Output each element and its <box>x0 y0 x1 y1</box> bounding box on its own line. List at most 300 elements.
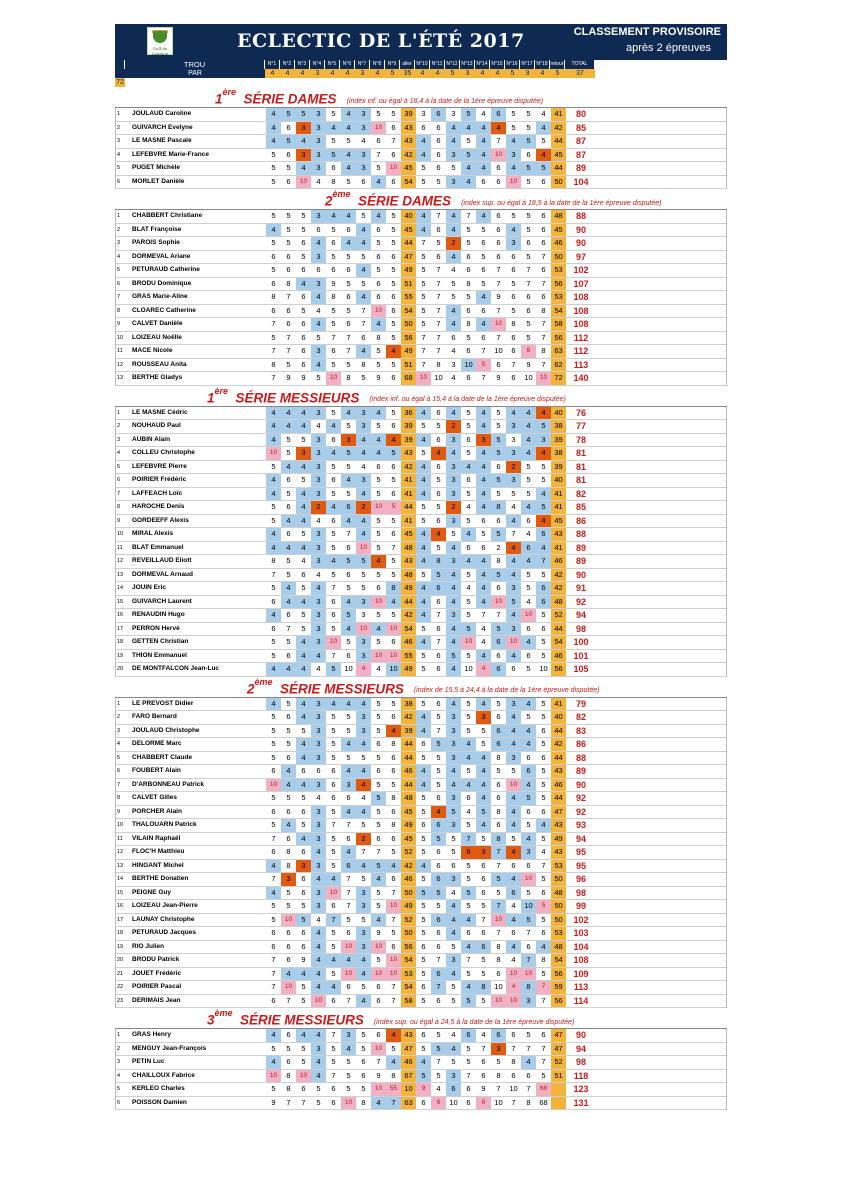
hole-score: 8 <box>511 319 516 328</box>
hole-score: 5 <box>271 176 276 186</box>
player-name: PETURAUD Jacques <box>132 929 196 936</box>
hole-score: 2 <box>446 420 461 433</box>
hole-score: 5 <box>526 224 531 234</box>
par-cell: 4 <box>535 69 550 78</box>
hole-score: 4 <box>416 528 431 541</box>
retour-total: 50 <box>551 900 566 913</box>
hole-score: 3 <box>311 542 326 555</box>
hole-score: 4 <box>446 779 461 792</box>
hole-score: 6 <box>466 1097 471 1107</box>
hole-score: 10 <box>371 501 386 514</box>
hole-score: 4 <box>341 474 356 487</box>
hole-score: 4 <box>416 609 431 622</box>
hole-score: 7 <box>331 583 336 592</box>
hole-score: 4 <box>476 447 491 460</box>
hole-score: 4 <box>341 210 356 223</box>
rank-cell: 4 <box>117 253 121 260</box>
hole-score: 5 <box>526 251 531 261</box>
hole-score: 5 <box>331 305 336 315</box>
aller-total: 36 <box>401 407 416 420</box>
hole-score: 6 <box>271 278 276 288</box>
hole-score: 4 <box>476 488 491 501</box>
hole-score: 4 <box>371 210 386 223</box>
retour-total: 41 <box>551 108 566 121</box>
hole-score: 3 <box>356 122 371 135</box>
hole-header-cell: N°13 <box>460 60 475 69</box>
hole-score: 7 <box>391 995 396 1005</box>
hole-score: 5 <box>391 475 396 484</box>
retour-total: 54 <box>551 954 566 967</box>
final-total: 102 <box>573 265 589 275</box>
hole-score: 7 <box>271 569 276 579</box>
final-total: 96 <box>575 874 586 884</box>
hole-score: 5 <box>496 488 501 498</box>
hole-score: 5 <box>346 359 351 369</box>
hole-score: 5 <box>271 211 276 220</box>
hole-score: 5 <box>286 901 291 910</box>
hole-score: 4 <box>266 1029 281 1042</box>
retour-total: 56 <box>551 995 566 1008</box>
hole-score: 5 <box>346 712 351 721</box>
hole-score: 3 <box>311 1043 326 1056</box>
hole-score: 5 <box>466 860 471 870</box>
player-row <box>116 698 726 712</box>
hole-score: 3 <box>356 711 371 724</box>
retour-total: 40 <box>551 407 566 420</box>
hole-score: 5 <box>341 555 356 568</box>
aller-total: 40 <box>401 210 416 223</box>
player-row <box>116 264 726 278</box>
hole-score: 6 <box>481 238 486 247</box>
hole-score: 6 <box>431 873 446 886</box>
player-name: LAFFEACH Loïc <box>132 489 183 497</box>
hole-score: 3 <box>311 779 326 792</box>
hole-score: 4 <box>281 663 296 676</box>
hole-score: 5 <box>316 1084 321 1093</box>
hole-score: 8 <box>496 806 501 816</box>
hole-score: 3 <box>281 873 296 886</box>
par-cell: 3 <box>310 69 325 78</box>
final-total: 89 <box>575 556 586 566</box>
hole-score: 6 <box>496 224 501 234</box>
hole-score: 10 <box>326 636 341 649</box>
hole-score: 6 <box>346 928 351 937</box>
rank-cell: 19 <box>117 943 124 950</box>
hole-score: 5 <box>511 109 516 118</box>
hole-score: 5 <box>541 712 546 721</box>
hole-score: 4 <box>451 265 456 274</box>
hole-score: 7 <box>271 955 276 964</box>
hole-score: 6 <box>346 292 351 301</box>
hole-score: 7 <box>326 914 341 927</box>
rank-cell: 2 <box>117 1045 121 1052</box>
hole-score: 5 <box>286 556 291 565</box>
hole-score: 5 <box>481 955 486 964</box>
hole-score: 4 <box>371 407 386 420</box>
hole-score: 5 <box>466 766 471 775</box>
hole-score: 6 <box>346 650 351 660</box>
rank-cell: 19 <box>117 652 124 659</box>
hole-header-cell: N°4 <box>310 60 325 69</box>
player-name: LE MASNE Cédric <box>132 408 188 416</box>
hole-score: 7 <box>466 1070 471 1080</box>
retour-total: 42 <box>551 569 566 582</box>
player-name: LAUNAY Christophe <box>132 915 195 923</box>
hole-score: 6 <box>421 820 426 829</box>
hole-score: 4 <box>356 779 371 792</box>
hole-score: 4 <box>296 278 311 291</box>
hole-score: 8 <box>271 359 276 369</box>
hole-score: 4 <box>446 582 461 595</box>
hole-score: 9 <box>376 928 381 937</box>
hole-score: 7 <box>526 278 531 288</box>
hole-score: 5 <box>521 162 536 175</box>
rank-cell: 1 <box>117 111 121 117</box>
hole-score: 4 <box>416 636 431 649</box>
hole-score: 9 <box>481 1084 486 1093</box>
hole-score: 10 <box>386 650 401 663</box>
aller-total: 44 <box>401 596 416 609</box>
rank-cell: 5 <box>117 165 121 171</box>
hole-score: 7 <box>511 529 516 538</box>
hole-score: 5 <box>331 1043 336 1053</box>
hole-score: 4 <box>536 447 551 460</box>
hole-score: 8 <box>541 305 546 315</box>
hole-score: 55 <box>386 1083 401 1096</box>
hole-score: 5 <box>271 914 276 924</box>
hole-score: 8 <box>286 1070 291 1080</box>
hole-score: 7 <box>541 278 546 288</box>
hole-score: 10 <box>491 149 506 162</box>
hole-score: 6 <box>286 610 291 619</box>
aller-total: 55 <box>401 291 416 304</box>
hole-score: 5 <box>296 108 311 121</box>
hole-score: 5 <box>286 211 291 220</box>
final-total: 86 <box>575 515 586 526</box>
retour-total: 46 <box>551 555 566 568</box>
player-name: MORLET Danièle <box>132 177 185 185</box>
hole-score: 5 <box>361 583 366 592</box>
hole-score: 6 <box>436 515 441 525</box>
hole-score: 5 <box>436 502 441 511</box>
hole-score: 4 <box>521 833 536 846</box>
series-index-note: (index sup. ou égal à 18,5 à la date de la 1ère épreuve disputée) <box>461 199 662 207</box>
hole-score: 7 <box>541 332 546 342</box>
hole-score: 4 <box>446 765 461 778</box>
hole-score: 6 <box>541 623 546 633</box>
hole-score: 3 <box>451 109 456 118</box>
hole-score: 10 <box>341 941 356 954</box>
hole-score: 6 <box>541 211 546 220</box>
hole-score: 3 <box>506 623 521 636</box>
hole-score: 9 <box>416 1083 431 1096</box>
hole-score: 5 <box>376 698 381 708</box>
hole-score: 3 <box>311 528 326 541</box>
retour-total: 59 <box>551 981 566 994</box>
hole-score: 6 <box>431 968 446 981</box>
hole-score: 7 <box>481 373 486 382</box>
retour-total: 53 <box>551 860 566 873</box>
hole-score: 5 <box>491 434 506 447</box>
par-row <box>115 69 727 87</box>
hole-score: 4 <box>476 596 491 609</box>
hole-score: 5 <box>331 739 336 748</box>
hole-score: 4 <box>416 210 431 223</box>
hole-score: 4 <box>446 698 461 711</box>
player-name: FLOC'H Matthieu <box>132 848 185 855</box>
hole-score: 5 <box>376 109 381 118</box>
hole-score: 5 <box>466 698 471 708</box>
player-name: THALOUARN Patrick <box>132 821 197 828</box>
hole-score: 3 <box>311 488 326 501</box>
hole-score: 6 <box>271 847 276 856</box>
hole-score: 7 <box>436 319 441 328</box>
hole-score: 5 <box>421 251 426 261</box>
hole-score: 5 <box>391 556 396 565</box>
hole-score: 5 <box>526 176 531 186</box>
hole-score: 4 <box>506 819 521 832</box>
hole-score: 3 <box>311 407 326 420</box>
hole-score: 5 <box>301 224 306 234</box>
aller-total: 46 <box>401 873 416 886</box>
retour-total: 41 <box>551 501 566 514</box>
hole-score: 7 <box>331 650 336 660</box>
hole-score: 10 <box>371 1043 386 1056</box>
hole-score: 6 <box>481 176 486 186</box>
player-name: MACE Nicole <box>132 347 173 354</box>
hole-score: 6 <box>376 224 381 234</box>
hole-score: 7 <box>511 359 516 369</box>
hole-score: 6 <box>496 968 501 978</box>
hole-score: 5 <box>446 650 461 663</box>
hole-score: 3 <box>446 819 461 832</box>
hole-score: 7 <box>436 346 441 355</box>
hole-score: 10 <box>464 664 473 673</box>
hole-score: 7 <box>436 211 441 220</box>
hole-score: 6 <box>436 995 441 1005</box>
hole-score: 6 <box>391 941 396 951</box>
hole-score: 5 <box>451 847 456 856</box>
hole-score: 5 <box>526 488 531 498</box>
hole-header-cell: N°3 <box>295 60 310 69</box>
hole-score: 5 <box>391 332 396 342</box>
hole-score: 4 <box>521 738 536 751</box>
hole-score: 7 <box>331 332 336 342</box>
hole-score: 5 <box>466 820 471 829</box>
hole-score: 4 <box>341 407 356 420</box>
rank-cell: 12 <box>117 361 124 368</box>
final-total: 77 <box>575 421 586 431</box>
hole-score: 6 <box>286 265 291 274</box>
hole-score: 4 <box>451 1030 456 1039</box>
hole-score: 5 <box>271 332 276 342</box>
hole-score: 6 <box>361 176 366 186</box>
hole-score: 6 <box>436 793 441 802</box>
hole-score: 4 <box>446 251 461 264</box>
hole-score: 3 <box>446 609 461 622</box>
hole-score: 5 <box>541 1070 546 1080</box>
hole-score: 6 <box>446 1083 461 1096</box>
hole-score: 5 <box>271 1084 276 1093</box>
hole-score: 3 <box>311 149 326 162</box>
hole-score: 4 <box>326 501 341 514</box>
hole-score: 7 <box>541 319 546 328</box>
hole-score: 5 <box>541 136 546 145</box>
aller-total: 49 <box>401 663 416 676</box>
hole-score: 6 <box>391 637 396 646</box>
retour-total: 45 <box>551 224 566 237</box>
hole-score: 5 <box>286 238 291 247</box>
hole-score: 6 <box>331 265 336 274</box>
hole-score: 4 <box>356 698 371 711</box>
hole-score: 6 <box>536 528 551 541</box>
hole-score: 10 <box>386 623 401 636</box>
hole-score: 5 <box>346 583 351 592</box>
par-cell: 4 <box>490 69 505 78</box>
player-name: CALVET Danièle <box>132 320 183 327</box>
aller-total: 45 <box>401 528 416 541</box>
player-row <box>116 752 726 766</box>
hole-score: 4 <box>316 914 321 924</box>
rank-cell: 10 <box>117 334 124 341</box>
aller-total: 55 <box>401 650 416 663</box>
aller-total: 68 <box>401 372 416 385</box>
hole-header-cell: N°12 <box>445 60 460 69</box>
hole-score: 5 <box>476 359 491 372</box>
hole-score: 4 <box>446 968 461 981</box>
hole-score: 4 <box>506 609 521 622</box>
hole-score: 5 <box>271 515 276 525</box>
hole-score: 4 <box>266 122 281 135</box>
player-name: POISSON Damien <box>132 1098 187 1106</box>
hole-score: 4 <box>356 806 371 819</box>
final-total: 88 <box>575 211 586 221</box>
hole-score: 6 <box>511 1070 516 1080</box>
hole-score: 9 <box>496 292 501 301</box>
aller-total: 48 <box>401 792 416 805</box>
hole-score: 5 <box>526 461 531 471</box>
hole-score: 3 <box>446 434 461 447</box>
player-name: BLAT Françoise <box>132 225 182 233</box>
hole-score: 7 <box>496 1084 501 1093</box>
hole-score: 7 <box>391 982 396 991</box>
player-name: FARO Bernard <box>132 713 177 720</box>
player-name: BERTHE Gladys <box>132 374 183 381</box>
hole-score: 6 <box>496 251 501 261</box>
hole-score: 4 <box>511 955 516 964</box>
hole-score: 2 <box>446 501 461 514</box>
hole-score: 5 <box>481 251 486 261</box>
hole-score: 4 <box>371 447 386 460</box>
hole-score: 5 <box>541 793 546 802</box>
hole-score: 5 <box>421 292 426 301</box>
hole-score: 10 <box>491 914 506 927</box>
hole-score: 6 <box>376 766 381 775</box>
hole-score: 4 <box>386 345 401 358</box>
hole-score: 4 <box>296 135 311 148</box>
hole-score: 6 <box>286 752 291 762</box>
hole-score: 5 <box>466 488 471 498</box>
retour-total: 50 <box>551 176 566 189</box>
hole-score: 6 <box>286 305 291 315</box>
hole-score: 5 <box>331 806 336 816</box>
hole-score: 4 <box>266 528 281 541</box>
hole-header-cell: N°6 <box>340 60 355 69</box>
player-name: AUBIN Alain <box>132 435 171 443</box>
hole-score: 5 <box>326 663 341 676</box>
hole-score: 5 <box>421 874 426 883</box>
hole-score: 4 <box>281 582 296 595</box>
hole-score: 6 <box>391 461 396 471</box>
hole-score: 5 <box>391 847 396 856</box>
hole-score: 3 <box>506 752 521 765</box>
hole-score: 3 <box>311 609 326 622</box>
hole-score: 5 <box>271 461 276 471</box>
hole-score: 4 <box>266 663 281 676</box>
hole-score: 4 <box>416 474 431 487</box>
hole-score: 5 <box>331 319 336 328</box>
hole-score: 5 <box>281 135 296 148</box>
hole-score: 4 <box>416 149 431 162</box>
hole-score: 4 <box>536 819 551 832</box>
hole-score: 6 <box>491 738 506 751</box>
hole-score: 3 <box>536 434 551 447</box>
hole-score: 7 <box>436 637 441 646</box>
rank-cell: 4 <box>117 741 121 747</box>
rank-cell: 17 <box>117 916 124 923</box>
hole-score: 4 <box>506 542 521 555</box>
hole-score: 3 <box>296 122 311 135</box>
hole-score: 5 <box>271 650 276 660</box>
hole-score: 9 <box>286 373 291 382</box>
rank-cell: 3 <box>117 138 121 144</box>
retour-total: 63 <box>551 345 566 358</box>
hole-score: 6 <box>521 542 536 555</box>
hole-score: 5 <box>286 637 291 646</box>
series-index-note: (index inf. ou égal à 15,4 à la date de la 1ère épreuve disputée) <box>369 396 566 403</box>
hole-score: 4 <box>311 846 326 859</box>
final-total: 85 <box>575 122 586 133</box>
hole-score: 5 <box>331 529 336 538</box>
hole-score: 6 <box>391 712 396 721</box>
final-total: 82 <box>575 712 586 722</box>
player-row <box>116 609 726 623</box>
final-total: 98 <box>575 623 586 634</box>
hole-score: 3 <box>311 752 326 765</box>
hole-score: 4 <box>416 779 431 792</box>
hole-score: 4 <box>436 1084 441 1093</box>
hole-score: 4 <box>356 528 371 541</box>
aller-total: 43 <box>401 1029 416 1042</box>
hole-score: 4 <box>311 968 326 981</box>
hole-score: 6 <box>436 664 441 673</box>
hole-score: 6 <box>341 501 356 514</box>
hole-score: 4 <box>371 555 386 568</box>
rank-cell: 9 <box>117 517 121 524</box>
rank-cell: 5 <box>117 754 121 761</box>
hole-score: 5 <box>376 901 381 910</box>
par-cell: 3 <box>460 69 475 78</box>
hole-score: 3 <box>356 900 371 913</box>
aller-total: 45 <box>401 833 416 846</box>
hole-score: 6 <box>436 928 441 937</box>
player-row <box>116 135 726 149</box>
rank-cell: 6 <box>117 280 121 287</box>
final-total: 90 <box>575 1030 586 1040</box>
hole-score: 4 <box>341 1043 356 1056</box>
hole-score: 4 <box>521 1056 536 1069</box>
hole-score: 5 <box>451 163 456 172</box>
